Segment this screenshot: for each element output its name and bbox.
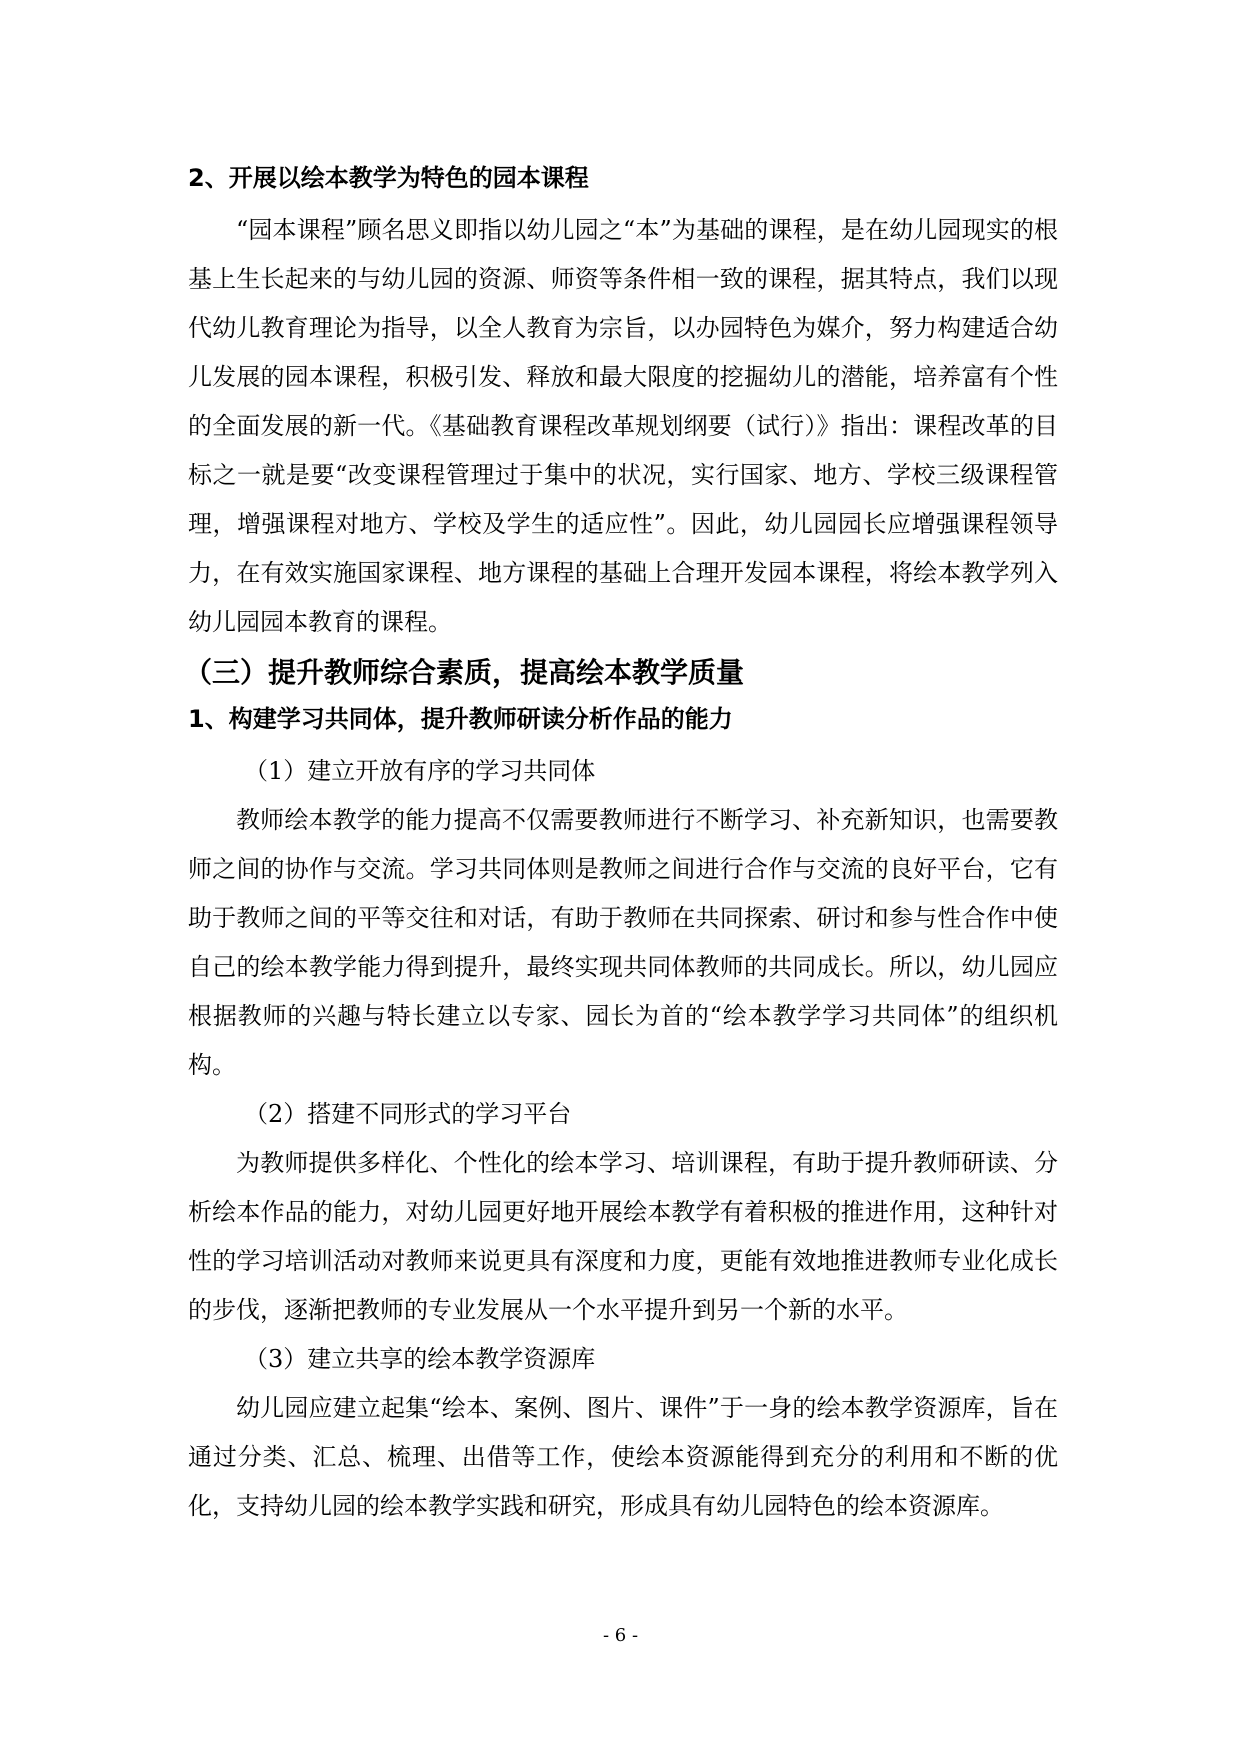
chapter-heading: （三）提升教师综合素质，提高绘本教学质量 [184, 656, 745, 689]
item-title: （3）建立共享的绘本教学资源库 [244, 1345, 596, 1373]
section-heading: 1、构建学习共同体，提升教师研读分析作品的能力 [188, 705, 733, 733]
item-title: （1）建立开放有序的学习共同体 [244, 757, 596, 785]
item-title: （2）搭建不同形式的学习平台 [244, 1100, 572, 1128]
body-paragraph: 幼儿园应建立起集“绘本、案例、图片、课件”于一身的绘本教学资源库，旨在通过分类、汇总、梳理、出借等工作，使绘本资源能得到充分的利用和不断的优化，支持幼儿园的绘本教学实践和研究，形成具有幼儿园特色的绘本资源库。 [188, 1394, 1058, 1520]
body-paragraph: “园本课程”顾名思义即指以幼儿园之“本”为基础的课程，是在幼儿园现实的根基上生长起来的与幼儿园的资源、师资等条件相一致的课程，据其特点，我们以现代幼儿教育理论为指导，以全人教育为宗旨，以办园特色为媒介，努力构建适合幼儿发展的园本课程，积极引发、释放和最大限度的挖掘幼儿的潜能，培养富有个性的全面发展的新一代。《基础教育课程改革规划纲要（试行）》指出：课程改革的目标之一就是要“改变课程管理过于集中的状况，实行国家、地方、学校三级课程管理，增强课程对地方、学校及学生的适应性”。因此，幼儿园园长应增强课程领导力，在有效实施国家课程、地方课程的基础上合理开发园本课程，将绘本教学列入幼儿园园本教育的课程。 [188, 216, 1058, 636]
body-paragraph: 为教师提供多样化、个性化的绘本学习、培训课程，有助于提升教师研读、分析绘本作品的能力，对幼儿园更好地开展绘本教学有着积极的推进作用，这种针对性的学习培训活动对教师来说更具有深度和力度，更能有效地推进教师专业化成长的步伐，逐渐把教师的专业发展从一个水平提升到另一个新的水平。 [188, 1149, 1058, 1324]
page-number: - 6 - [602, 1625, 639, 1646]
section-heading: 2、开展以绘本教学为特色的园本课程 [188, 164, 589, 192]
page-content [184, 160, 1058, 1531]
body-paragraph: 教师绘本教学的能力提高不仅需要教师进行不断学习、补充新知识，也需要教师之间的协作与交流。学习共同体则是教师之间进行合作与交流的良好平台，它有助于教师之间的平等交往和对话，有助于教师在共同探索、研讨和参与性合作中使自己的绘本教学能力得到提升，最终实现共同体教师的共同成长。所以，幼儿园应根据教师的兴趣与特长建立以专家、园长为首的“绘本教学学习共同体”的组织机构。 [188, 806, 1058, 1079]
